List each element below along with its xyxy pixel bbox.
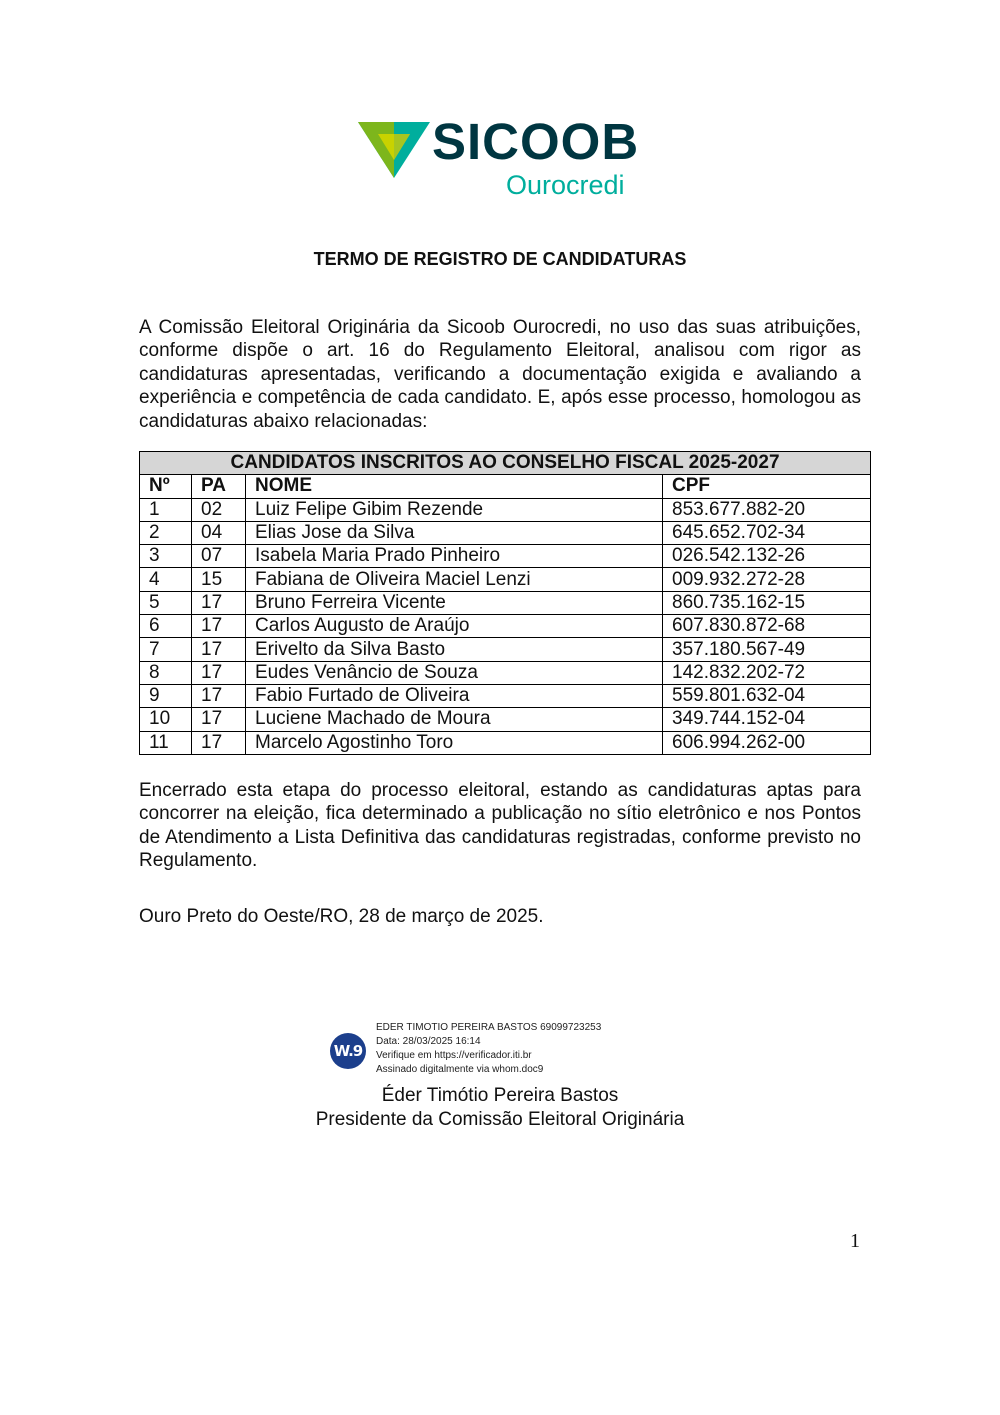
row-number: 2 (140, 521, 192, 544)
table-row (140, 615, 871, 638)
row-name: Isabela Maria Prado Pinheiro (246, 545, 663, 568)
row-cpf: 349.744.152-04 (663, 708, 871, 731)
row-number: 4 (140, 568, 192, 591)
row-pa: 17 (192, 708, 246, 731)
signature-via-line: Assinado digitalmente via whom.doc9 (376, 1064, 544, 1075)
intro-paragraph: A Comissão Eleitoral Originária da Sicoob Ourocredi, no uso das suas atribuições, conforme dispõe o art. 16 do Regulamento Eleitoral, analisou com rigor as candidaturas apresentadas, verificando a documentação exigida e avaliando a experiência e competência de cada candidato. E, após esse processo, homologou as candidaturas abaixo relacionadas: (139, 317, 861, 432)
row-name: Elias Jose da Silva (246, 521, 663, 544)
row-name: Luciene Machado de Moura (246, 708, 663, 731)
row-cpf: 645.652.702-34 (663, 521, 871, 544)
row-name: Luiz Felipe Gibim Rezende (246, 498, 663, 521)
row-pa: 02 (192, 498, 246, 521)
row-pa: 17 (192, 615, 246, 638)
row-number: 8 (140, 661, 192, 684)
table-row (140, 684, 871, 707)
row-name: Bruno Ferreira Vicente (246, 591, 663, 614)
row-number: 1 (140, 498, 192, 521)
table-body (140, 498, 871, 754)
row-cpf: 009.932.272-28 (663, 568, 871, 591)
signature-seal-icon: W.9 (330, 1033, 366, 1069)
row-number: 5 (140, 591, 192, 614)
row-cpf: 860.735.162-15 (663, 591, 871, 614)
logo-brand-text: SICOOB (432, 113, 640, 170)
table-row (140, 498, 871, 521)
row-pa: 07 (192, 545, 246, 568)
row-cpf: 026.542.132-26 (663, 545, 871, 568)
signer-name: Éder Timótio Pereira Bastos (381, 1085, 619, 1106)
page-number: 1 (850, 1230, 860, 1252)
table-row (140, 731, 871, 754)
row-cpf: 357.180.567-49 (663, 638, 871, 661)
signer-block (0, 1084, 1000, 1132)
header-name: NOME (246, 475, 663, 498)
signature-verify-line: Verifique em https://verificador.iti.br (376, 1050, 532, 1061)
row-name: Marcelo Agostinho Toro (246, 731, 663, 754)
row-cpf: 607.830.872-68 (663, 615, 871, 638)
candidates-table (139, 451, 871, 755)
row-number: 3 (140, 545, 192, 568)
row-name: Erivelto da Silva Basto (246, 638, 663, 661)
document-title: TERMO DE REGISTRO DE CANDIDATURAS (313, 249, 687, 269)
sicoob-logo (356, 113, 656, 200)
table-row (140, 638, 871, 661)
header-number: Nº (140, 475, 192, 498)
row-pa: 17 (192, 731, 246, 754)
row-number: 6 (140, 615, 192, 638)
row-pa: 17 (192, 661, 246, 684)
signature-date-line: Data: 28/03/2025 16:14 (376, 1036, 481, 1047)
row-cpf: 853.677.882-20 (663, 498, 871, 521)
row-name: Fabio Furtado de Oliveira (246, 684, 663, 707)
closing-paragraph: Encerrado esta etapa do processo eleitoral, estando as candidaturas aptas para concorrer na eleição, fica determinado a publicação no sítio eletrônico e nos Pontos de Atendimento a Lista Definitiva das candidaturas registradas, conforme previsto no Regulamento. (139, 780, 861, 872)
signature-details (376, 1021, 601, 1077)
row-pa: 17 (192, 638, 246, 661)
table-row (140, 568, 871, 591)
signature-signer-line: EDER TIMOTIO PEREIRA BASTOS 69099723253 (376, 1022, 602, 1033)
table-caption: CANDIDATOS INSCRITOS AO CONSELHO FISCAL 2025-2027 (140, 452, 871, 475)
row-pa: 04 (192, 521, 246, 544)
table-row (140, 661, 871, 684)
table-row (140, 521, 871, 544)
logo-sub-text: Ourocredi (506, 170, 625, 200)
header-cpf: CPF (663, 475, 871, 498)
row-pa: 17 (192, 591, 246, 614)
row-cpf: 606.994.262-00 (663, 731, 871, 754)
row-pa: 15 (192, 568, 246, 591)
signer-role: Presidente da Comissão Eleitoral Originária (315, 1109, 685, 1130)
header-pa: PA (192, 475, 246, 498)
row-number: 9 (140, 684, 192, 707)
table-row (140, 708, 871, 731)
row-number: 11 (140, 731, 192, 754)
row-pa: 17 (192, 684, 246, 707)
place-date: Ouro Preto do Oeste/RO, 28 de março de 2025. (139, 906, 544, 927)
table-row (140, 591, 871, 614)
row-name: Fabiana de Oliveira Maciel Lenzi (246, 568, 663, 591)
row-number: 7 (140, 638, 192, 661)
row-name: Carlos Augusto de Araújo (246, 615, 663, 638)
row-number: 10 (140, 708, 192, 731)
table-row (140, 545, 871, 568)
digital-signature-stamp (330, 1021, 670, 1081)
row-cpf: 559.801.632-04 (663, 684, 871, 707)
row-name: Eudes Venâncio de Souza (246, 661, 663, 684)
sicoob-chevron-icon (356, 120, 432, 180)
row-cpf: 142.832.202-72 (663, 661, 871, 684)
